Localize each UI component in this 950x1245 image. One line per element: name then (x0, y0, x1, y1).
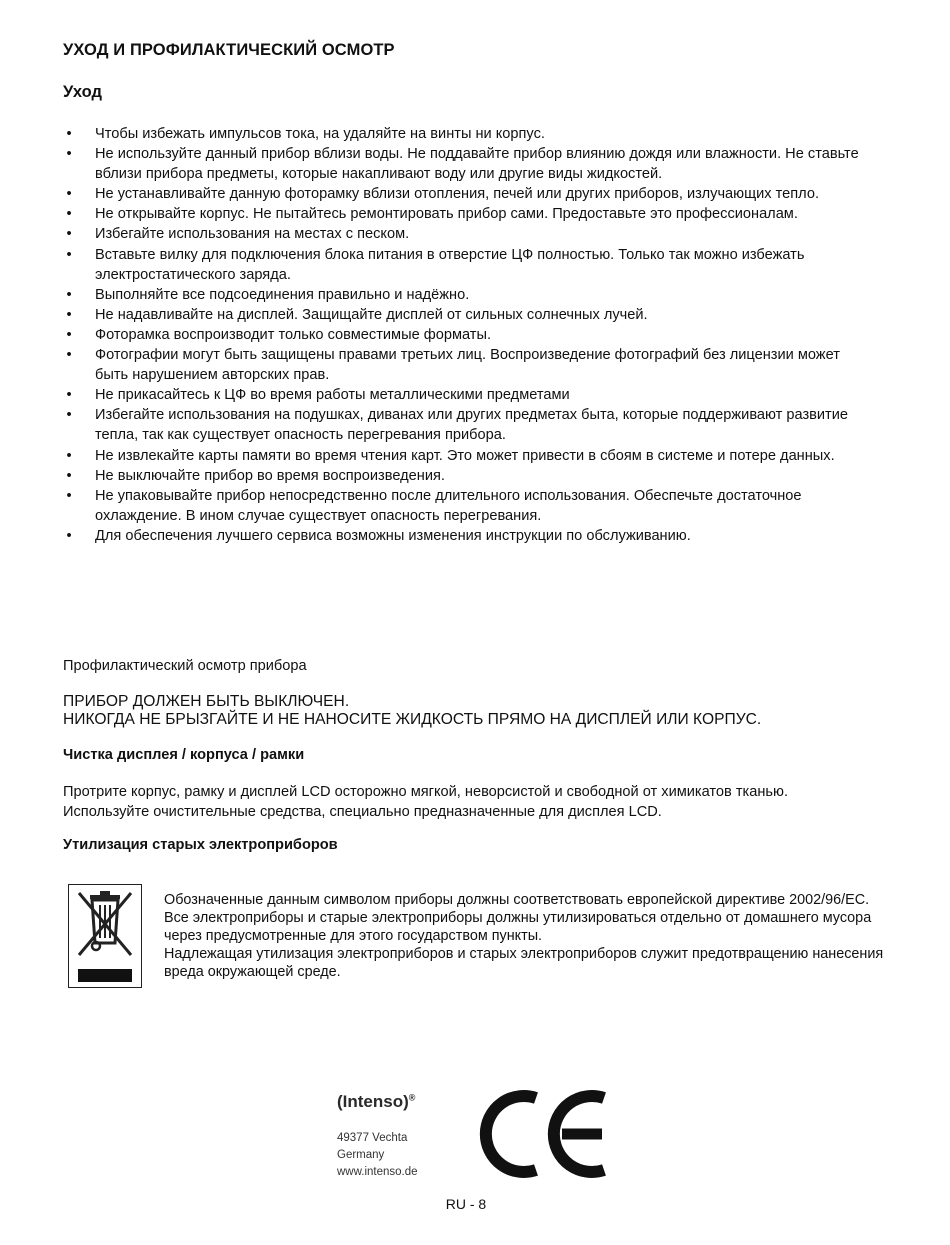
brand-address (337, 1130, 418, 1181)
list-item (63, 305, 863, 325)
bullet-icon: • (66, 326, 72, 343)
list-item (63, 144, 863, 184)
disposal-line: Надлежащая утилизация электроприборов и старых электроприборов служит предотвращению нанесения вреда окружающей среде. (164, 946, 884, 980)
brand-logo (337, 1092, 418, 1112)
warning-line: ПРИБОР ДОЛЖЕН БЫТЬ ВЫКЛЮЧЕН. (63, 693, 350, 710)
bullet-icon: • (66, 226, 72, 243)
care-bullet-list (63, 124, 863, 546)
list-item-text: Вставьте вилку для подключения блока питания в отверстие ЦФ полностью. Только так можно избежать электростатического заряда. (95, 246, 805, 283)
warning-line: НИКОГДА НЕ БРЫЗГАЙТЕ И НЕ НАНОСИТЕ ЖИДКОСТЬ ПРЯМО НА ДИСПЛЕЙ ИЛИ КОРПУС. (63, 711, 762, 728)
list-item (63, 285, 863, 305)
list-item-text: Не открывайте корпус. Не пытайтесь ремонтировать прибор сами. Предоставьте это профессионалам. (95, 206, 798, 223)
list-item-text: Избегайте использования на подушках, диванах или других предметах быта, которые поддерживают развитие тепла, так как существует опасность перегревания прибора. (95, 407, 849, 444)
warning-block (63, 693, 903, 729)
page-title: УХОД И ПРОФИЛАКТИЧЕСКИЙ ОСМОТР (63, 41, 395, 59)
cleaning-heading: Чистка дисплея / корпуса / рамки (63, 747, 305, 763)
list-item (63, 405, 863, 445)
bullet-icon: • (66, 186, 72, 203)
inspection-heading: Профилактический осмотр прибора (63, 658, 307, 674)
bullet-icon: • (66, 487, 72, 504)
bullet-icon: • (66, 447, 72, 464)
ce-mark-icon (478, 1086, 610, 1182)
cleaning-text: Протрите корпус, рамку и дисплей LCD осторожно мягкой, неворсистой и свободной от химикатов тканью. Используйте очистительные средства, специально предназначенные для дисплея LCD. (63, 784, 789, 820)
bullet-icon: • (66, 527, 72, 544)
list-item (63, 124, 863, 144)
intenso-logo-block (337, 1092, 418, 1181)
list-item (63, 446, 863, 466)
list-item-text: Не устанавливайте данную фоторамку вблизи отопления, печей или других приборов, излучающих тепло. (95, 186, 820, 203)
disposal-heading: Утилизация старых электроприборов (63, 837, 338, 853)
list-item-text: Не упаковывайте прибор непосредственно после длительного использования. Обеспечьте достаточное охлаждение. В ином случае существует опасность перегревания. (95, 487, 802, 524)
brand-website: www.intenso.de (337, 1166, 418, 1178)
bullet-icon: • (66, 146, 72, 163)
list-item-text: Фотографии могут быть защищены правами третьих лиц. Воспроизведение фотографий без лицензии может быть нарушением авторских прав. (95, 347, 840, 384)
registered-mark: ® (408, 1092, 416, 1103)
list-item (63, 204, 863, 224)
list-item (63, 466, 863, 486)
list-item-text: Чтобы избежать импульсов тока, на удаляйте на винты ни корпус. (95, 126, 545, 142)
list-item-text: Фоторамка воспроизводит только совместимые форматы. (95, 326, 492, 343)
bullet-icon: • (66, 347, 72, 364)
bullet-icon: • (66, 286, 72, 303)
bullet-icon: • (66, 306, 72, 323)
bullet-icon: • (66, 126, 72, 142)
bullet-icon: • (66, 467, 72, 484)
page-number: RU - 8 (445, 1196, 487, 1212)
crossed-out-wheelie-bin-icon (68, 884, 142, 988)
list-item-text: Избегайте использования на местах с песком. (95, 226, 410, 243)
list-item (63, 184, 863, 204)
list-item-text: Выполняйте все подсоединения правильно и надёжно. (95, 286, 470, 303)
list-item (63, 224, 863, 244)
disposal-text (164, 891, 884, 981)
list-item (63, 526, 863, 546)
list-item (63, 245, 863, 285)
address-line: 49377 Vechta (337, 1132, 408, 1144)
list-item-text: Не извлекайте карты памяти во время чтения карт. Это может привести в сбоям в системе и потере данных. (95, 447, 835, 464)
bullet-icon: • (66, 246, 72, 263)
list-item-text: Для обеспечения лучшего сервиса возможны изменения инструкции по обслуживанию. (95, 527, 691, 544)
disposal-line: Обозначенные данным символом приборы должны соответствовать европейской директиве 2002/96/EC. (164, 892, 870, 908)
list-item-text: Не надавливайте на дисплей. Защищайте дисплей от сильных солнечных лучей. (95, 306, 648, 323)
list-item (63, 345, 863, 385)
list-item-text: Не прикасайтесь к ЦФ во время работы металлическими предметами (95, 387, 570, 404)
bullet-icon: • (66, 206, 72, 223)
list-item (63, 486, 863, 526)
list-item (63, 325, 863, 345)
disposal-line: Все электроприборы и старые электроприборы должны утилизироваться отдельно от домашнего мусора через предусмотренные для этого государством пункты. (164, 910, 872, 944)
list-item-text: Не выключайте прибор во время воспроизведения. (95, 467, 445, 484)
bullet-icon: • (66, 407, 72, 424)
brand-name: (Intenso) (337, 1092, 409, 1111)
address-country: Germany (337, 1149, 385, 1161)
list-item (63, 385, 863, 405)
weee-symbol-graphic (69, 885, 141, 987)
list-item-text: Не используйте данный прибор вблизи воды. Не поддавайте прибор влиянию дождя или влажности. Не ставьте вблизи прибора предметы, которые накапливают воду или другие виды жидкостей. (95, 146, 859, 183)
bullet-icon: • (66, 387, 72, 404)
care-heading: Уход (63, 83, 102, 101)
